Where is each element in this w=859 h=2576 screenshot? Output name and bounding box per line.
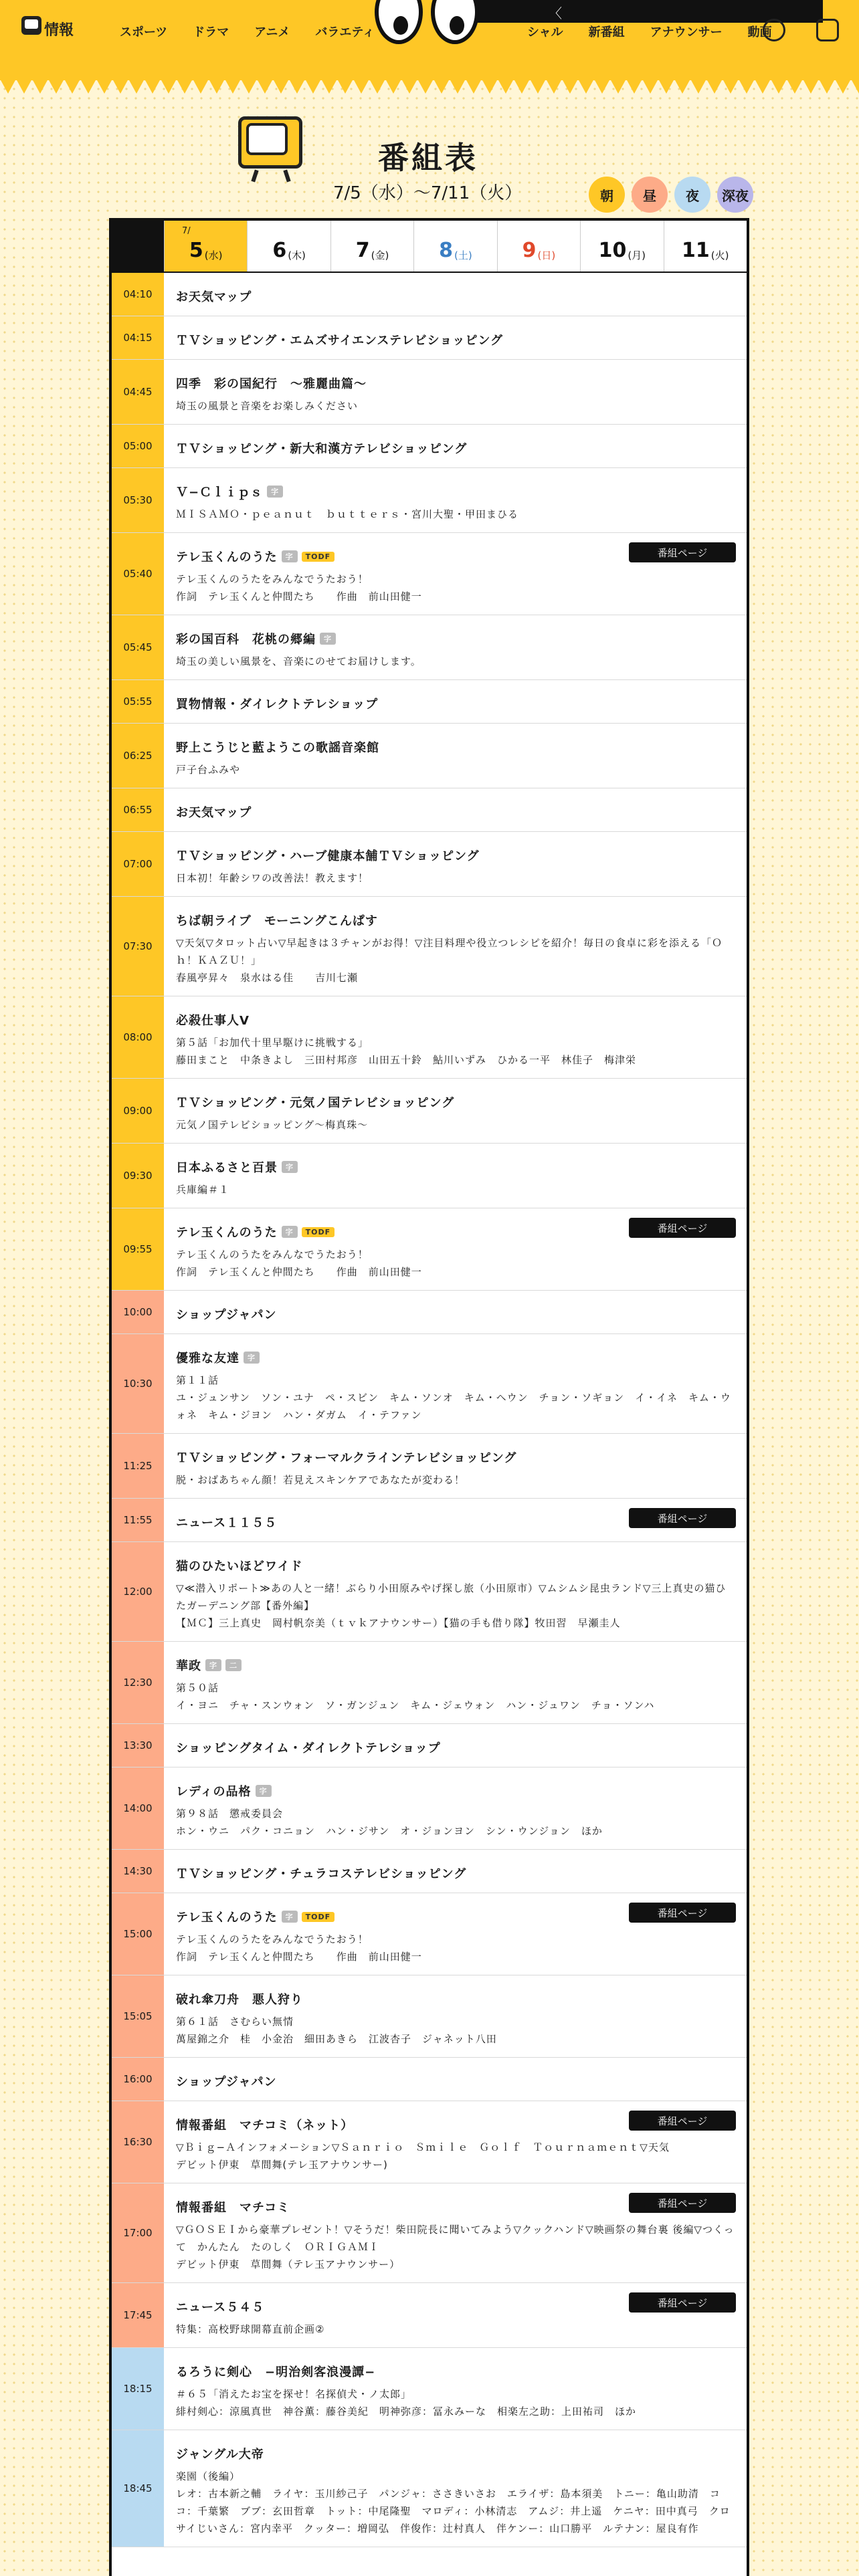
program-row [112, 724, 747, 788]
program-row [112, 996, 747, 1079]
program-description: 兵庫編＃１ [176, 1184, 230, 1196]
program-row [112, 2183, 747, 2283]
program-row [112, 2430, 747, 2547]
program-page-button[interactable]: 番組ページ [629, 1508, 736, 1528]
program-time: 04:45 [112, 360, 164, 424]
program-title[interactable]: ＴＶショッピング・フォーマルクラインテレビショッピング [176, 1451, 517, 1465]
nav-item-special[interactable]: シャル [527, 25, 563, 39]
right-eye-icon [431, 0, 479, 44]
nav-item-new-programs[interactable]: 新番組 [588, 25, 625, 39]
program-badge: TODF [302, 552, 335, 562]
program-title-line [176, 1349, 735, 1366]
program-title[interactable]: 野上こうじと藍ようこの歌謡音楽館 [176, 741, 379, 755]
program-title-line [176, 1448, 735, 1466]
program-time: 04:10 [112, 273, 164, 316]
program-time: 17:00 [112, 2183, 164, 2282]
site-header [0, 0, 859, 80]
program-title[interactable]: ニュース５４５ [176, 2300, 265, 2315]
program-time: 05:55 [112, 680, 164, 723]
program-title-line [176, 803, 735, 821]
program-cell[interactable] [164, 1542, 747, 1641]
program-time: 17:45 [112, 2283, 164, 2347]
day-tab-weekday: (月) [628, 249, 646, 261]
program-description: 日本初！年齢シワの改善法！教えます！ [176, 872, 369, 884]
program-title-line [176, 1011, 735, 1029]
day-tab-date: 8 [439, 239, 454, 262]
program-time: 15:00 [112, 1893, 164, 1975]
program-description: 楽園（後編） レオ：古本新之輔 ライヤ：玉川紗己子 パンジャ：ささきいさお エライザ：島本須美 トニー：亀山助清 ココ：千葉繁 ブブ：玄田哲章 トット：中尾隆聖 マロディ：小林清志 アムジ：井上遥 ケニヤ：田中真弓 クロサイじいさん：宮内幸平 クッター：増岡弘 伴俊作：辻村真人 伴ケンー：山口勝平 ルテナン：屋良有作 [176, 2470, 731, 2535]
program-description: ▽ＧＯＳＥＩから豪華プレゼント！▽そうだ！柴田院長に聞いてみよう▽クックハンド▽映画祭の舞台裏 後編▽つくって かんたん たのしく ＯＲＩＧＡＭＩ デビット伊東 草間舞（テレ玉アナウンサー） [176, 2224, 735, 2270]
day-tab[interactable] [580, 221, 663, 272]
nav-item-video[interactable]: 動画 [747, 25, 772, 39]
program-row [112, 1724, 747, 1767]
day-tab-weekday: (金) [371, 249, 389, 261]
day-tabs-corner [112, 221, 164, 272]
program-page-button[interactable]: 番組ページ [629, 2193, 736, 2213]
program-title-line [176, 1158, 735, 1176]
program-row [112, 1542, 747, 1642]
day-tab[interactable] [330, 221, 413, 272]
day-tab-month: 7/ [182, 226, 191, 236]
program-badge: 字 [320, 633, 336, 645]
page-title: 番組表 [378, 140, 478, 176]
program-title[interactable]: ショップジャパン [176, 1308, 277, 1322]
program-title-line [176, 331, 735, 348]
program-row [112, 2058, 747, 2101]
program-description: 元気ノ国テレビショッピング〜梅真珠〜 [176, 1119, 369, 1131]
program-badge: 字 [282, 1161, 298, 1173]
day-tabs [112, 221, 747, 273]
left-eye-icon [375, 0, 423, 44]
logo-text: 情報 [44, 22, 74, 39]
program-title[interactable]: ニュース１１５５ [176, 1516, 278, 1530]
program-time: 05:00 [112, 425, 164, 467]
program-row [112, 1079, 747, 1144]
day-tab-weekday: (木) [288, 249, 306, 261]
nav-item-variety[interactable]: バラエティ [315, 25, 375, 39]
program-title[interactable]: お天気マップ [176, 806, 252, 820]
program-badge: TODF [302, 1912, 335, 1922]
program-title-line [176, 1990, 735, 2008]
program-row [112, 1434, 747, 1499]
program-schedule [109, 218, 749, 2576]
program-row [112, 788, 747, 832]
program-row [112, 832, 747, 897]
program-time: 05:45 [112, 615, 164, 679]
program-title-line [176, 439, 735, 457]
program-row [112, 425, 747, 468]
menu-icon[interactable] [816, 19, 839, 41]
program-row [112, 1291, 747, 1334]
program-time: 05:40 [112, 533, 164, 615]
program-row [112, 1334, 747, 1434]
program-row [112, 2101, 747, 2183]
title-area [234, 112, 756, 213]
program-row [112, 360, 747, 425]
program-time: 09:55 [112, 1208, 164, 1290]
program-cell[interactable] [164, 1767, 747, 1849]
day-tab-date: 9 [522, 239, 537, 262]
nav-item-sports[interactable]: スポーツ [120, 25, 168, 39]
program-title[interactable]: 必殺仕事人Ⅴ [176, 1014, 250, 1028]
program-cell[interactable] [164, 425, 747, 467]
carousel-prev-icon[interactable]: 〈 [549, 5, 562, 21]
program-title[interactable]: ＴＶショッピング・エムズサイエンステレビショッピング [176, 334, 503, 348]
program-description: 戸子台ふみや [176, 764, 241, 776]
program-description: ▽天気▽タロット占い▽早起きは３チャンがお得！▽注目料理や役立つレシピを紹介！毎日の食卓に彩を添える「Ｏｈ！ＫＡＺＵ！」 春風亭昇々 泉水はる佳 吉川七瀬 [176, 937, 723, 984]
program-badge: 字 [256, 1785, 272, 1797]
program-title-line [176, 1557, 735, 1574]
program-time: 11:25 [112, 1434, 164, 1498]
program-title-line [176, 847, 735, 864]
program-description: ▽≪潜入リポート≫あの人と一緒！ぶらり小田原みやげ探し旅（小田原市）▽ムシムシ昆虫ランド▽三上真史の猫ひたガーデニング部【番外編】 【ＭＣ】三上真史 岡村帆奈美（ｔｖｋアナウンサー）【猫の手も借り隊】牧田習 早瀬圭人 [176, 1582, 727, 1629]
program-title[interactable]: テレ玉くんのうた [176, 1911, 278, 1925]
day-tab[interactable] [164, 221, 247, 272]
program-row [112, 533, 747, 615]
program-row [112, 615, 747, 680]
program-cell[interactable] [164, 360, 747, 424]
program-row [112, 1499, 747, 1542]
program-title[interactable]: ジャングル大帝 [176, 2448, 264, 2462]
program-cell[interactable] [164, 1291, 747, 1333]
program-row [112, 1850, 747, 1893]
program-time: 14:00 [112, 1767, 164, 1849]
nav-item-anime[interactable]: アニメ [254, 25, 290, 39]
program-badge: 字 [282, 1226, 298, 1238]
program-badge: TODF [302, 1227, 335, 1237]
program-title[interactable]: ＴＶショッピング・チュラコステレビショッピング [176, 1867, 467, 1881]
program-description: 埼玉の美しい風景を、音楽にのせてお届けします。 [176, 655, 421, 667]
program-title[interactable]: ＴＶショッピング・元気ノ国テレビショッピング [176, 1096, 455, 1110]
program-row [112, 273, 747, 316]
program-page-button[interactable]: 番組ページ [629, 2292, 736, 2313]
program-time: 08:00 [112, 996, 164, 1078]
program-title-line [176, 1864, 735, 1882]
program-page-button[interactable]: 番組ページ [629, 1903, 736, 1923]
program-cell[interactable] [164, 1642, 747, 1723]
program-time: 06:25 [112, 724, 164, 788]
program-title[interactable]: テレ玉くんのうた [176, 550, 278, 564]
program-title[interactable]: ＴＶショッピング・新大和漢方テレビショッピング [176, 442, 468, 456]
time-filter-button[interactable]: 朝 [589, 177, 625, 213]
program-badge: 字 [205, 1659, 221, 1671]
program-cell[interactable] [164, 1208, 747, 1290]
program-time: 12:00 [112, 1542, 164, 1641]
program-cell[interactable] [164, 724, 747, 788]
mascot-eyes-icon [375, 0, 482, 53]
program-time: 16:00 [112, 2058, 164, 2101]
program-badge: 字 [282, 550, 298, 562]
program-time: 14:30 [112, 1850, 164, 1893]
program-description: 脱・おばあちゃん顔！若見えスキンケアであなたが変わる！ [176, 1474, 466, 1486]
program-time: 09:00 [112, 1079, 164, 1143]
program-cell[interactable] [164, 897, 747, 996]
program-cell[interactable] [164, 1975, 747, 2057]
day-tab-date: 5 [189, 239, 203, 262]
day-tab[interactable] [247, 221, 330, 272]
program-title[interactable]: テレ玉くんのうた [176, 1226, 278, 1240]
date-range: 7/5（水）〜7/11（火） [333, 183, 522, 203]
program-title[interactable]: レディの品格 [176, 1785, 252, 1799]
program-list [112, 273, 747, 2547]
program-time: 07:30 [112, 897, 164, 996]
program-title-line [176, 2445, 735, 2462]
program-description: 第５話「お加代十里早駆けに挑戦する」 藤田まこと 中条きよし 三田村邦彦 山田五十鈴 鮎川いずみ ひかる一平 林佳子 梅津栄 [176, 1037, 637, 1066]
program-time: 10:30 [112, 1334, 164, 1433]
time-filter-button[interactable]: 昼 [632, 177, 668, 213]
program-cell[interactable] [164, 2058, 747, 2101]
program-cell[interactable] [164, 2101, 747, 2183]
program-title[interactable]: 四季 彩の国紀行 〜雅麗曲篇〜 [176, 377, 367, 391]
day-tab-date: 6 [272, 239, 287, 262]
program-title[interactable]: るろうに剣心 −明治剣客浪漫譚− [176, 2365, 376, 2379]
program-cell[interactable] [164, 2348, 747, 2430]
program-time: 16:30 [112, 2101, 164, 2183]
program-title-line [176, 2363, 735, 2380]
tv-logo-icon [21, 16, 41, 35]
program-page-button[interactable]: 番組ページ [629, 2111, 736, 2131]
program-description: ＭＩＳＡＭＯ・ｐｅａｎｕｔ ｂｕｔｔｅｒｓ・宮川大聖・甲田まひる [176, 508, 519, 520]
program-time: 10:00 [112, 1291, 164, 1333]
program-description: ▽Ｂｉｇ−Ａインフォメーション▽Ｓａｎｒｉｏ Ｓｍｉｌｅ Ｇｏｌｆ Ｔｏｕｒｎａｍｅｎｔ▽天気 デビット伊東 草間舞(テレ玉アナウンサー) [176, 2141, 670, 2171]
program-cell[interactable] [164, 680, 747, 723]
program-row [112, 1642, 747, 1724]
program-description: 第５０話 イ・ヨニ チャ・スンウォン ソ・ガンジュン キム・ジェウォン ハン・ジュワン チョ・ソンハ [176, 1682, 655, 1711]
day-tab-weekday: (土) [454, 249, 472, 261]
program-cell[interactable] [164, 788, 747, 831]
program-description: 埼玉の風景と音楽をお楽しみください [176, 400, 359, 412]
program-row [112, 2348, 747, 2430]
program-title-line [176, 911, 735, 929]
time-filter-button[interactable]: 夜 [674, 177, 710, 213]
program-title-line [176, 1782, 735, 1800]
program-row [112, 897, 747, 996]
program-badge: 字 [244, 1352, 260, 1364]
program-title[interactable]: ＴＶショッピング・ハーブ健康本舗ＴＶショッピング [176, 849, 480, 863]
program-row [112, 2283, 747, 2348]
program-cell[interactable] [164, 1334, 747, 1433]
program-row [112, 680, 747, 724]
program-title[interactable]: 彩の国百科 花桃の郷編 [176, 633, 316, 647]
program-title[interactable]: 情報番組 マチコミ [176, 2201, 290, 2215]
program-description: テレ玉くんのうたをみんなでうたおう！ 作詞 テレ玉くんと仲間たち 作曲 前山田健一 [176, 573, 422, 603]
program-cell[interactable] [164, 2283, 747, 2347]
program-title-line [176, 738, 735, 756]
tv-icon[interactable] [763, 19, 785, 41]
time-of-day-filter [589, 177, 753, 213]
program-time: 18:45 [112, 2430, 164, 2547]
time-filter-button[interactable]: 深夜 [717, 177, 753, 213]
program-cell[interactable] [164, 273, 747, 316]
day-tab-weekday: (火) [710, 249, 729, 261]
tv-illustration-icon [234, 112, 308, 186]
program-title[interactable]: ショッピングタイム・ダイレクトテレショップ [176, 1741, 441, 1755]
day-tab-date: 11 [682, 239, 710, 262]
program-row [112, 468, 747, 533]
program-title[interactable]: 買物情報・ダイレクトテレショップ [176, 697, 379, 712]
program-title[interactable]: ちば朝ライブ モーニングこんぱす [176, 914, 378, 928]
nav-item-announcer[interactable]: アナウンサー [650, 25, 723, 39]
program-description: 第６１話 さむらい無情 萬屋錦之介 桂 小金治 細田あきら 江波杏子 ジャネット八田 [176, 2016, 497, 2045]
program-title[interactable]: 日本ふるさと百景 [176, 1161, 278, 1175]
program-cell[interactable] [164, 533, 747, 615]
program-description: 第９８話 懲戒委員会 ホン・ウニ パク・コニョン ハン・ジサン オ・ジョンヨン シン・ウンジョン ほか [176, 1808, 603, 1837]
program-title[interactable]: 猫のひたいほどワイド [176, 1560, 303, 1574]
program-row [112, 1144, 747, 1208]
program-badge: 字 [267, 486, 283, 498]
program-cell[interactable] [164, 468, 747, 532]
program-time: 05:30 [112, 468, 164, 532]
program-cell[interactable] [164, 832, 747, 896]
program-cell[interactable] [164, 1079, 747, 1143]
program-cell[interactable] [164, 1850, 747, 1893]
program-cell[interactable] [164, 1724, 747, 1767]
program-title[interactable]: 情報番組 マチコミ（ネット） [176, 2119, 354, 2133]
site-logo[interactable] [17, 11, 84, 44]
program-cell[interactable] [164, 1434, 747, 1498]
program-title-line [176, 483, 735, 500]
program-row [112, 316, 747, 360]
program-cell[interactable] [164, 316, 747, 359]
program-time: 12:30 [112, 1642, 164, 1723]
program-cell[interactable] [164, 2183, 747, 2282]
program-row [112, 1208, 747, 1291]
day-tab-weekday: (日) [537, 249, 556, 261]
program-cell[interactable] [164, 996, 747, 1078]
program-cell[interactable] [164, 1499, 747, 1541]
program-badge: 二 [225, 1659, 242, 1671]
day-tab-date: 10 [598, 239, 627, 262]
day-tab-date: 7 [355, 239, 370, 262]
program-title[interactable]: ショップジャパン [176, 2075, 277, 2089]
program-description: テレ玉くんのうたをみんなでうたおう！ 作詞 テレ玉くんと仲間たち 作曲 前山田健一 [176, 1249, 422, 1278]
day-tab[interactable] [413, 221, 496, 272]
program-title-line [176, 695, 735, 712]
program-cell[interactable] [164, 1893, 747, 1975]
program-time: 09:30 [112, 1144, 164, 1208]
program-time: 04:15 [112, 316, 164, 359]
program-cell[interactable] [164, 615, 747, 679]
program-title-line [176, 288, 735, 305]
program-time: 15:05 [112, 1975, 164, 2057]
program-cell[interactable] [164, 1144, 747, 1208]
program-title-line [176, 2072, 735, 2090]
program-badge: 字 [282, 1911, 298, 1923]
program-time: 11:55 [112, 1499, 164, 1541]
header-zigzag [0, 79, 859, 95]
program-description: 特集：高校野球開幕直前企画② [176, 2323, 325, 2335]
program-description: テレ玉くんのうたをみんなでうたおう！ 作詞 テレ玉くんと仲間たち 作曲 前山田健一 [176, 1933, 422, 1963]
program-title-line [176, 630, 735, 647]
program-title[interactable]: 優雅な友達 [176, 1352, 240, 1366]
program-title[interactable]: 華政 [176, 1659, 201, 1673]
program-description: 第１１話 ユ・ジュンサン ソン・ユナ ペ・スビン キム・ソンオ キム・ヘウン チョン・ソギョン イ・イネ キム・ウォネ キム・ジヨン ハン・ダガム イ・テファン [176, 1374, 731, 1421]
program-row [112, 1975, 747, 2058]
program-row [112, 1893, 747, 1975]
program-title[interactable]: Ｖ−Ｃｌｉｐｓ [176, 486, 264, 500]
program-page-button[interactable]: 番組ページ [629, 1218, 736, 1238]
program-title[interactable]: 破れ傘刀舟 悪人狩り [176, 1993, 303, 2007]
program-time: 13:30 [112, 1724, 164, 1767]
program-title-line [176, 374, 735, 392]
nav-item-drama[interactable]: ドラマ [193, 25, 229, 39]
program-title-line [176, 1093, 735, 1111]
day-tab[interactable] [664, 221, 747, 272]
program-time: 07:00 [112, 832, 164, 896]
program-description: ＃６５「消えたお宝を探せ！名探偵犬・ノ太郎」 緋村剣心：涼風真世 神谷薫：藤谷美紀 明神弥彦：冨永みーな 相楽左之助：上田祐司 ほか [176, 2388, 637, 2418]
program-title[interactable]: お天気マップ [176, 290, 252, 304]
day-tab[interactable] [497, 221, 580, 272]
day-tab-weekday: (水) [204, 249, 223, 261]
program-cell[interactable] [164, 2430, 747, 2547]
program-title-line [176, 1739, 735, 1756]
program-time: 06:55 [112, 788, 164, 831]
program-row [112, 1767, 747, 1850]
program-title-line [176, 1656, 735, 1674]
program-page-button[interactable]: 番組ページ [629, 542, 736, 562]
program-title-line [176, 1305, 735, 1323]
program-time: 18:15 [112, 2348, 164, 2430]
